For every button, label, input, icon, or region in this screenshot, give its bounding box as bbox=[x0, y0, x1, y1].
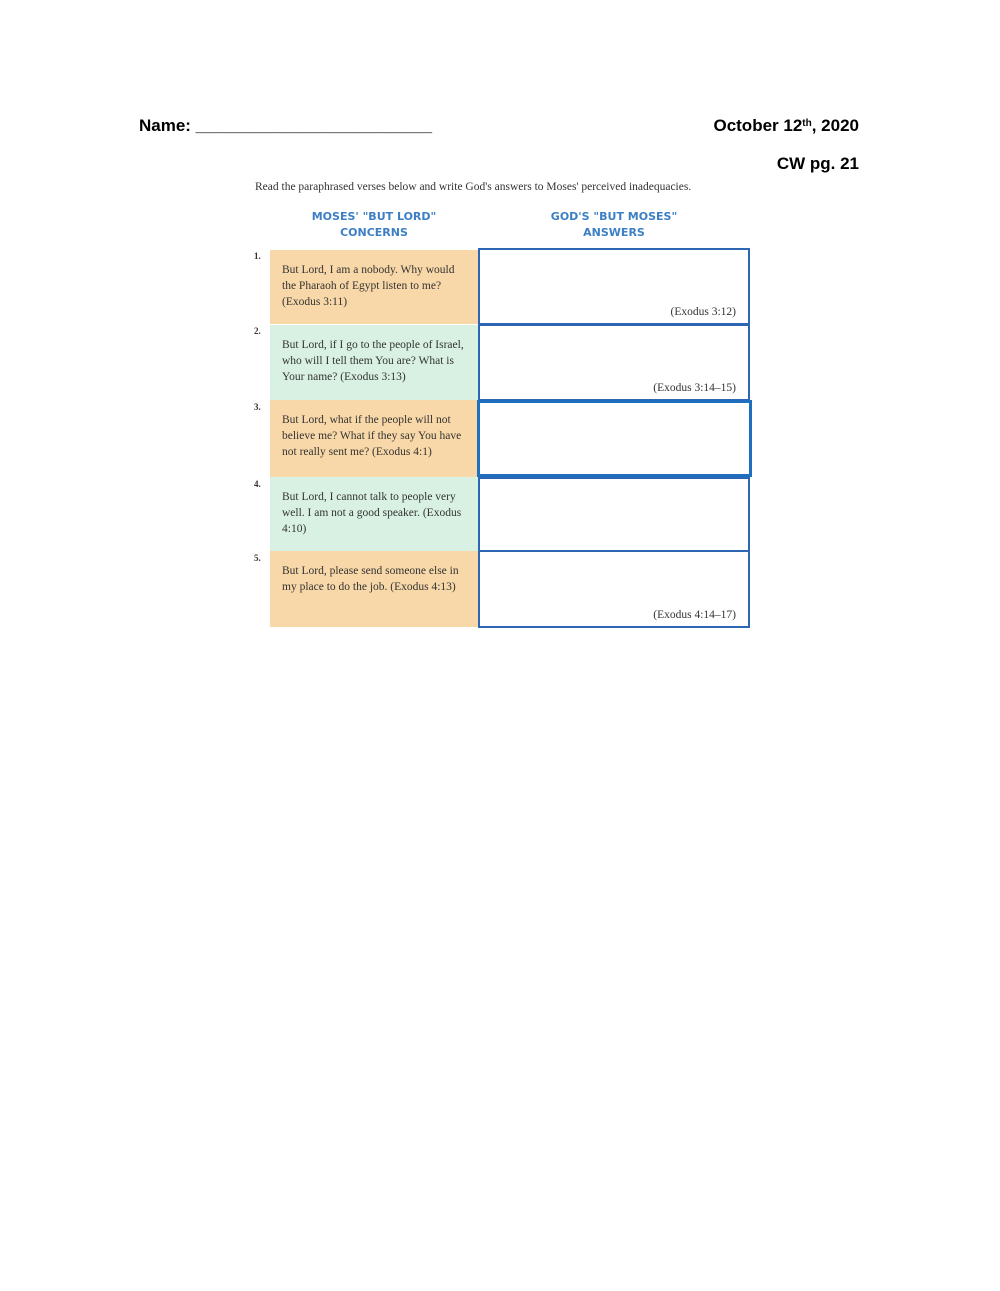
row-number: 3. bbox=[254, 402, 261, 412]
concerns-column-header bbox=[270, 209, 478, 241]
answer-input-box-active[interactable] bbox=[477, 400, 752, 477]
date-suffix: th bbox=[802, 118, 812, 129]
answer-reference: (Exodus 3:14–15) bbox=[653, 382, 736, 394]
answer-reference: (Exodus 4:14–17) bbox=[653, 609, 736, 621]
row-number: 4. bbox=[254, 479, 261, 489]
concerns-header-line1: MOSES' "BUT LORD" bbox=[311, 210, 437, 223]
answer-input-box[interactable] bbox=[478, 248, 750, 325]
concern-cell: But Lord, what if the people will not believe me? What if they say You have not really sent me? (Exodus 4:1) bbox=[270, 400, 478, 477]
worksheet-instructions: Read the paraphrased verses below and write God's answers to Moses' perceived inadequacies. bbox=[255, 181, 692, 193]
page-reference: CW pg. 21 bbox=[776, 154, 859, 173]
date-year: , 2020 bbox=[811, 116, 859, 135]
row-number: 2. bbox=[254, 326, 261, 336]
date-label bbox=[713, 116, 859, 136]
concern-cell: But Lord, I am a nobody. Why would the Pharaoh of Egypt listen to me? (Exodus 3:11) bbox=[270, 250, 478, 324]
row-number: 1. bbox=[254, 251, 261, 261]
answer-input-box[interactable] bbox=[478, 477, 750, 552]
answer-reference: (Exodus 3:12) bbox=[670, 306, 736, 318]
name-field-label: Name: _________________________ bbox=[139, 116, 433, 135]
date-text: October 12 bbox=[713, 116, 803, 135]
concern-cell: But Lord, I cannot talk to people very well. I am not a good speaker. (Exodus 4:10) bbox=[270, 477, 478, 551]
concern-cell: But Lord, if I go to the people of Israel, who will I tell them You are? What is Your name? (Exodus 3:13) bbox=[270, 325, 478, 400]
answer-input-box[interactable] bbox=[478, 550, 750, 628]
answers-column-header bbox=[478, 209, 750, 241]
answers-header-line2: ANSWERS bbox=[583, 226, 645, 239]
answer-input-box[interactable] bbox=[478, 324, 750, 401]
answers-header-line1: GOD'S "BUT MOSES" bbox=[550, 210, 678, 223]
row-number: 5. bbox=[254, 553, 261, 563]
concerns-header-line2: CONCERNS bbox=[340, 226, 408, 239]
concern-cell: But Lord, please send someone else in my place to do the job. (Exodus 4:13) bbox=[270, 551, 478, 627]
